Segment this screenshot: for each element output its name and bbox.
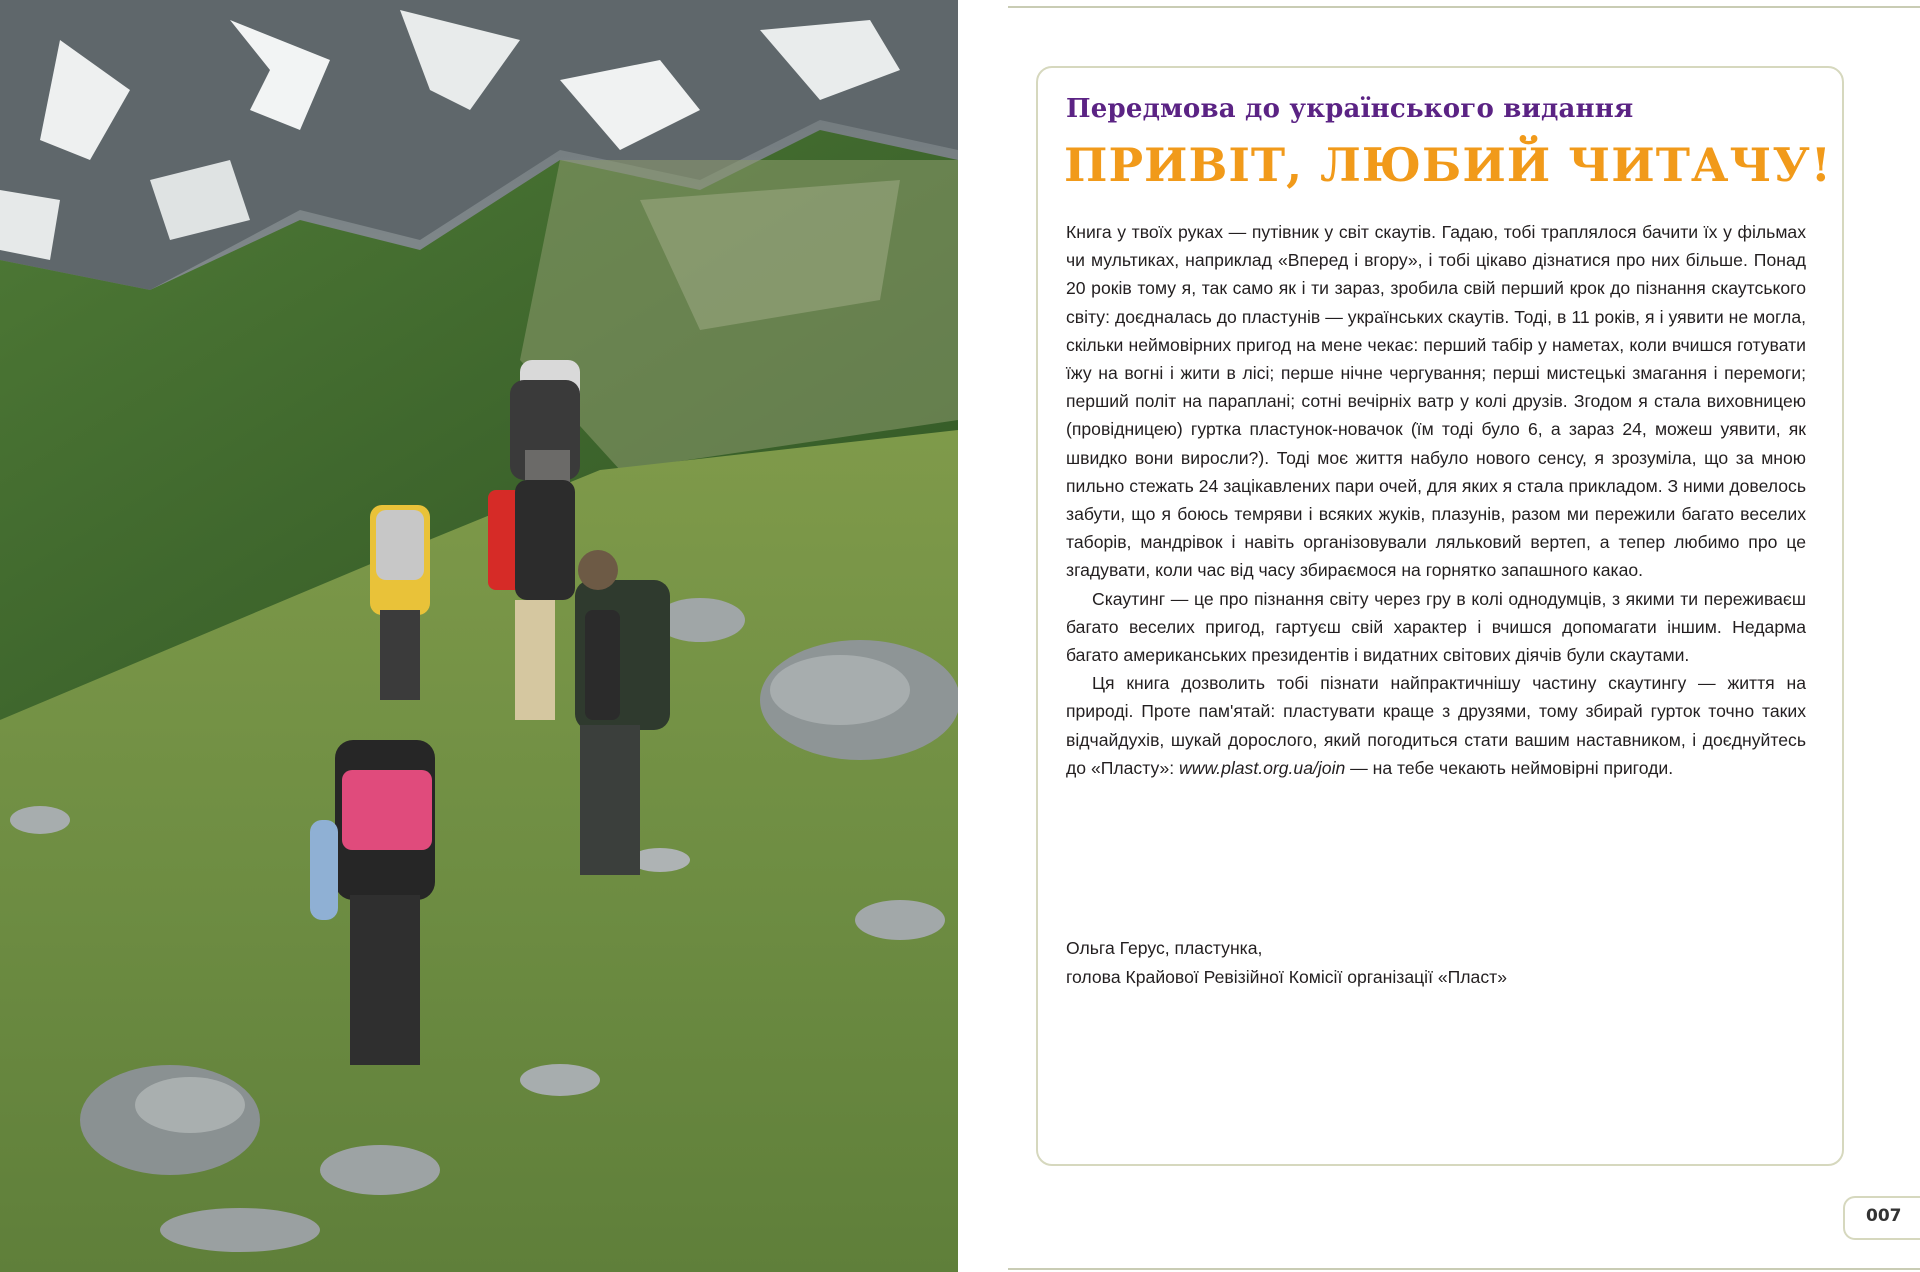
section-kicker: Передмова до українського видання xyxy=(1066,94,1634,124)
plast-join-link[interactable]: www.plast.org.ua/join xyxy=(1179,757,1346,778)
page-number: 007 xyxy=(1866,1206,1902,1226)
paragraph-3-end: — на тебе чекають неймовірні пригоди. xyxy=(1345,757,1674,778)
top-rule xyxy=(1008,6,1920,8)
paragraph-2: Скаутинг — це про пізнання світу через гру в колі однодумців, з якими ти переживаєш багато веселих пригод, гартуєш свій характер і вчишся допомагати іншим. Недарма багато американських президентів і видатних світових діячів були скаутами. xyxy=(1066,588,1806,666)
signature-line-1: Ольга Герус, пластунка, xyxy=(1066,938,1263,958)
paragraph-3 xyxy=(1066,669,1806,782)
page-gutter xyxy=(958,0,1000,1272)
paragraph-1: Книга у твоїх руках — путівник у світ скаутів. Гадаю, тобі траплялося бачити їх у фільмах чи мультиках, наприклад «Вперед і вгору», і тобі цікаво дізнатися про них більше. Понад 20 років тому я, так само як і ти зараз, зробила свій перший крок до пізнання скаутського світу: доєдналась до пластунів — українських скаутів. Тоді, в 11 років, я і уявити не могла, скільки неймовірних пригод на мене чекає: перший табір у наметах, коли вчишся готувати їжу на вогні і жити в лісі; перше нічне чергування; перші мистецькі змагання і перемоги; перший політ на параплані; сотні вечірніх ватр у колі друзів. Згодом я стала виховницею (провідницею) гуртка пластунок-новачок (їм тоді було 6, а зараз 24, можеш уявити, як швидко вони виросли?). Тоді моє життя набуло нового сенсу, я зрозуміла, що за мною пильно стежать 24 зацікавлених пари очей, для яких я стала прикладом. З ними довелось забути, що я боюсь темряви і всяких жуків, плазунів, разом ми пережили багато веселих таборів, мандрівок і навіть організовували ляльковий вертеп, а тепер любимо про це згадувати, коли час від часу збираємося на горнятко запашного какао. xyxy=(1066,222,1806,581)
paragraph-3-text: Ця книга дозволить тобі пізнати найпрактичнішу частину скаутингу — життя на природі. Проте пам'ятай: пластувати краще з друзями, тому збирай гурток точно таких відчайдухів, шукай дорослого, який погодиться стати вашим наставником, і доєднуйтесь до «Пласту»: xyxy=(1066,673,1806,778)
signature xyxy=(1066,934,1806,992)
body-text xyxy=(1066,218,1806,782)
mountain-hikers-photo xyxy=(0,0,958,1272)
bottom-rule xyxy=(1008,1268,1920,1270)
signature-line-2: голова Крайової Ревізійної Комісії організації «Пласт» xyxy=(1066,967,1507,987)
page-headline: ПРИВІТ, ЛЮБИЙ ЧИТАЧУ! xyxy=(1064,138,1832,192)
